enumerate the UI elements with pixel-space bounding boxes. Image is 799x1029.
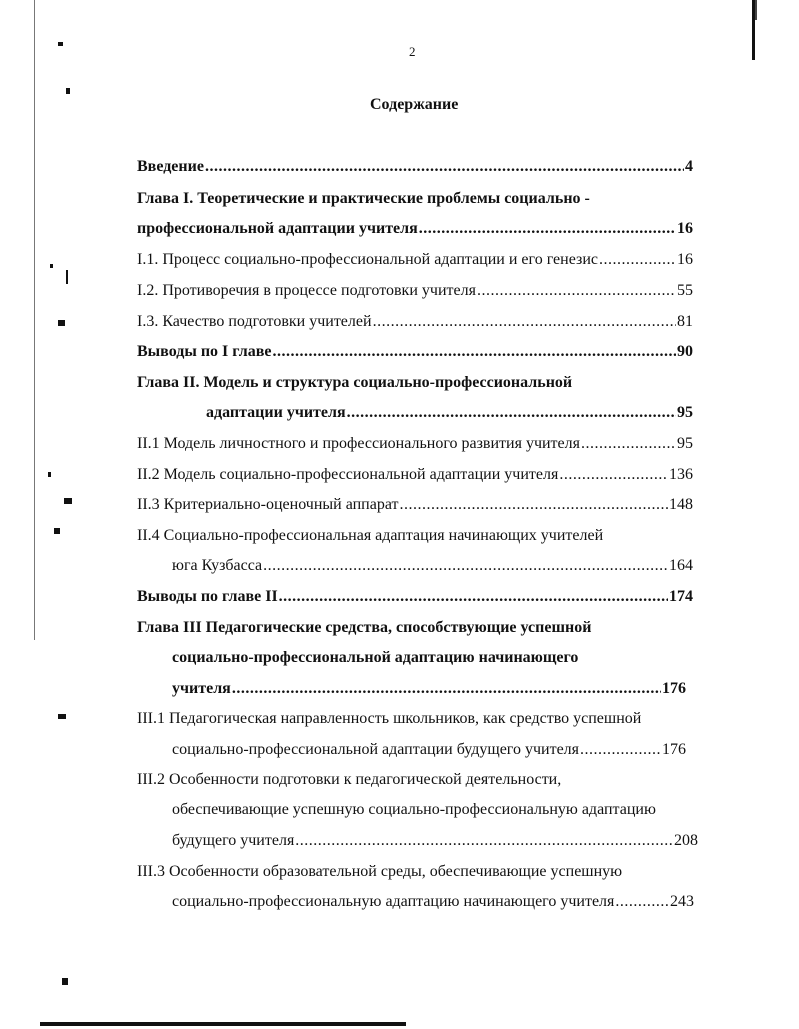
toc-dot-leader [615,892,669,912]
toc-page-number: 81 [677,313,693,330]
toc-entry-conclusions-2[interactable] [137,587,693,607]
toc-entry-2-2[interactable] [137,465,693,485]
toc-dot-leader [373,312,676,332]
toc-dot-leader [400,495,669,515]
toc-entry-text: I.1. Процесс социально-профессиональной адаптации и его генезис [137,251,598,268]
toc-entry-2-3[interactable] [137,495,693,515]
toc-entry-text: I.2. Противоречия в процессе подготовки учителя [137,282,476,299]
toc-entry-heading-line: обеспечивающие успешную социально-профессиональную адаптацию [172,801,656,818]
toc-page-number: 136 [669,466,693,483]
toc-entry-chapter-1[interactable] [137,219,693,239]
toc-entry-heading-line: Глава II. Модель и структура социально-профессиональной [137,374,573,391]
toc-dot-leader [581,434,676,454]
toc-page-number: 176 [662,680,686,697]
toc-dot-leader [279,587,668,607]
toc-entry-text: адаптации учителя [206,404,346,421]
toc-entry-text: социально-профессиональную адаптацию начинающего учителя [172,893,615,910]
toc-dot-leader [580,740,661,760]
toc-dot-leader [599,250,676,270]
toc-entry-text: профессиональной адаптации учителя [137,220,418,237]
scan-edge-bottom [40,1022,406,1026]
toc-entry-heading-line: социально-профессиональной адаптацию начинающего [172,649,579,666]
toc-page-number: 16 [677,251,693,268]
toc-entry-3-3[interactable] [172,892,694,912]
toc-entry-1-3[interactable] [137,312,693,332]
binding-hole-mark [58,42,63,46]
toc-dot-leader [295,831,673,851]
toc-entry-text: II.3 Критериально-оценочный аппарат [137,496,399,513]
binding-hole-mark [54,528,60,534]
scan-edge-right-shadow [755,0,757,20]
toc-entry-3-2[interactable] [172,831,698,851]
toc-entry-text: II.1 Модель личностного и профессионального развития учителя [137,435,580,452]
toc-page-number: 95 [677,404,693,421]
toc-page-number: 174 [669,588,693,605]
toc-entry-3-1[interactable] [172,740,686,760]
toc-entry-text: социально-профессиональной адаптации будущего учителя [172,741,580,758]
toc-entry-text: Выводы по I главе [137,343,272,360]
toc-page-number: 208 [674,832,698,849]
toc-entry-heading-line: III.3 Особенности образовательной среды, обеспечивающие успешную [137,863,623,880]
toc-page-number: 176 [662,741,686,758]
toc-entry-text: I.3. Качество подготовки учителей [137,313,372,330]
scan-edge-left [34,0,35,640]
binding-hole-mark [50,264,53,268]
binding-hole-mark [48,472,51,477]
toc-page-number: 164 [669,557,693,574]
toc-page-number: 243 [670,893,694,910]
toc-entry-text: учителя [172,680,231,697]
toc-page-number: 4 [685,158,693,175]
toc-dot-leader [263,556,668,576]
toc-entry-text: Введение [137,158,204,175]
binding-hole-mark [66,270,68,284]
toc-entry-text: Выводы по главе II [137,588,278,605]
toc-dot-leader [232,679,661,699]
toc-entry-text: будущего учителя [172,832,295,849]
toc-dot-leader [477,281,676,301]
binding-hole-mark [62,978,68,985]
toc-entry-1-1[interactable] [137,250,693,270]
binding-hole-mark [64,498,72,504]
toc-entry-conclusions-1[interactable] [137,342,693,362]
toc-dot-leader [347,403,676,423]
toc-entry-heading-line: III.2 Особенности подготовки к педагогической деятельности, [137,771,562,788]
toc-entry-intro[interactable] [137,157,693,177]
toc-entry-heading-line: Глава I. Теоретические и практические проблемы социально - [137,190,590,207]
toc-entry-heading-line: Глава III Педагогические средства, способствующие успешной [137,619,592,636]
toc-entry-chapter-2[interactable] [206,403,693,423]
toc-entry-text: II.2 Модель социально-профессиональной адаптации учителя [137,466,559,483]
toc-page-number: 90 [677,343,693,360]
toc-page-number: 55 [677,282,693,299]
toc-dot-leader [559,465,668,485]
toc-page-number: 148 [669,496,693,513]
page-title: Содержание [370,96,459,113]
toc-page-number: 95 [677,435,693,452]
toc-entry-2-4[interactable] [172,556,693,576]
toc-entry-heading-line: III.1 Педагогическая направленность школьников, как средство успешной [137,710,642,727]
toc-entry-1-2[interactable] [137,281,693,301]
binding-hole-mark [58,714,66,719]
toc-page-number: 16 [677,220,693,237]
toc-entry-2-1[interactable] [137,434,693,454]
toc-dot-leader [205,157,684,177]
toc-dot-leader [272,342,676,362]
page-number: 2 [409,44,416,59]
toc-dot-leader [419,219,676,239]
binding-hole-mark [58,320,65,326]
toc-entry-heading-line: II.4 Социально-профессиональная адаптация начинающих учителей [137,527,604,544]
toc-entry-text: юга Кузбасса [172,557,263,574]
binding-hole-mark [66,88,70,94]
toc-entry-chapter-3[interactable] [172,679,686,699]
